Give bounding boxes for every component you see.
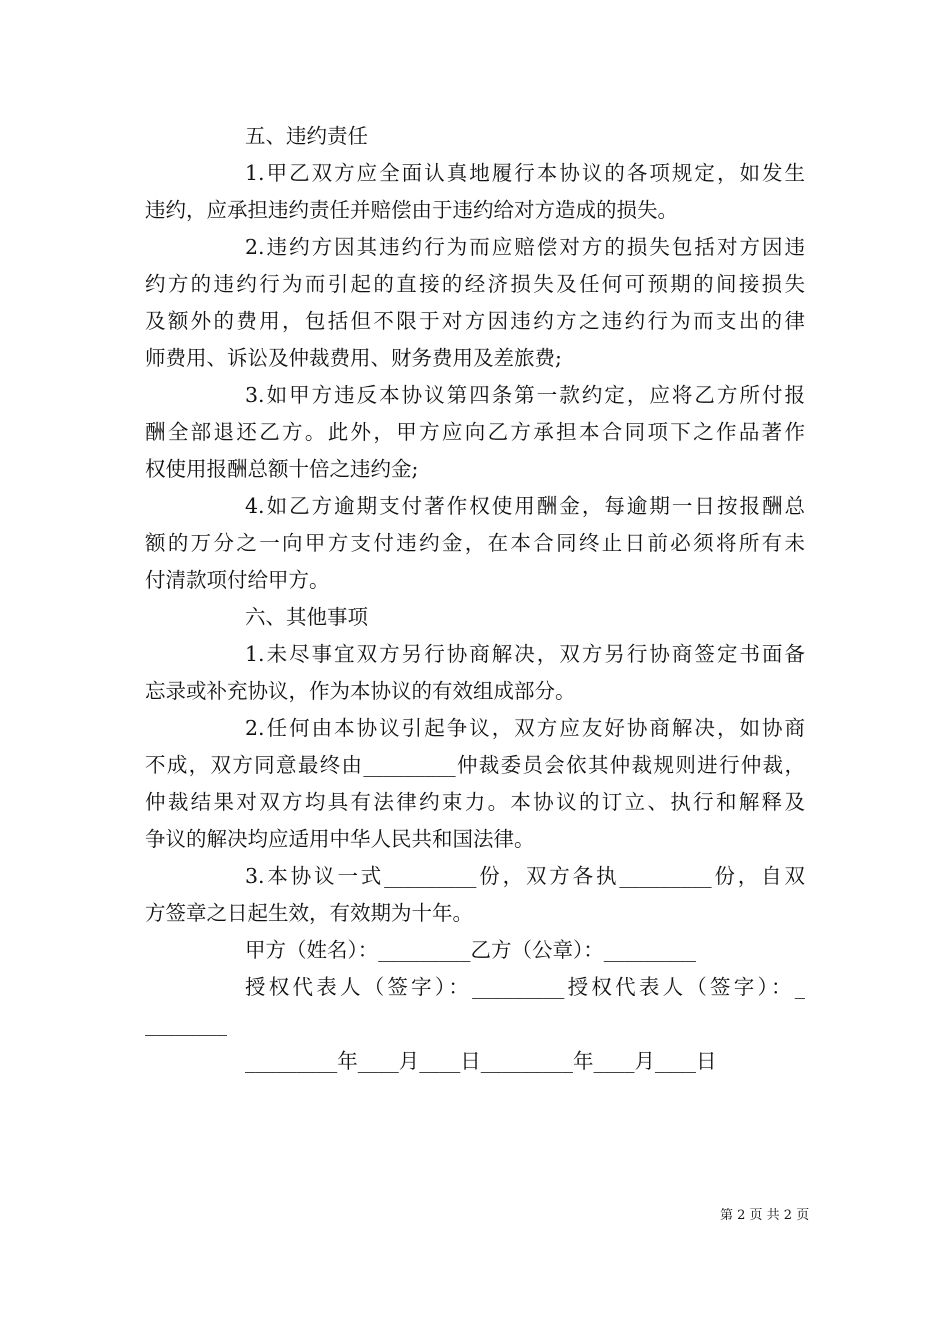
text-line: 1.未尽事宜双方另行协商解决，双方另行协商签定书面备 — [245, 642, 805, 666]
text-line: 3.如甲方违反本协议第四条第一款约定，应将乙方所付报 — [245, 383, 805, 407]
text-line: 仲裁结果对双方均具有法律约束力。本协议的订立、执行和解释及 — [145, 790, 805, 814]
text-line: 争议的解决均应适用中华人民共和国法律。 — [145, 827, 535, 851]
text-line: 3.本协议一式_________份，双方各执_________份，自双 — [245, 864, 805, 888]
text-line: 1.甲乙双方应全面认真地履行本协议的各项规定，如发生 — [245, 161, 805, 185]
text-line: 酬全部退还乙方。此外，甲方应向乙方承担本合同项下之作品著作 — [145, 420, 805, 444]
text-line: 4.如乙方逾期支付著作权使用酬金，每逾期一日按报酬总 — [245, 494, 805, 518]
text-line: 付清款项付给甲方。 — [145, 568, 330, 592]
signature-blank-line: ________ — [145, 1012, 227, 1036]
signature-date-line: _________年____月____日_________年____月____日 — [245, 1049, 717, 1073]
text-line: 及额外的费用，包括但不限于对方因违约方之违约行为而支出的律 — [145, 309, 805, 333]
text-line: 约方的违约行为而引起的直接的经济损失及任何可预期的间接损失 — [145, 272, 805, 296]
text-line: 方签章之日起生效，有效期为十年。 — [145, 901, 473, 925]
text-line: 师费用、诉讼及仲裁费用、财务费用及差旅费; — [145, 346, 562, 370]
text-line: 违约，应承担违约责任并赔偿由于违约给对方造成的损失。 — [145, 198, 678, 222]
section-heading-breach: 五、违约责任 — [245, 124, 368, 148]
text-line: 不成，双方同意最终由_________仲裁委员会依其仲裁规则进行仲裁， — [145, 753, 805, 777]
text-line: 忘录或补充协议，作为本协议的有效组成部分。 — [145, 679, 576, 703]
text-line: 2.违约方因其违约行为而应赔偿对方的损失包括对方因违 — [245, 235, 805, 259]
section-heading-other: 六、其他事项 — [245, 605, 368, 629]
signature-party-line: 甲方（姓名）：_________乙方（公章）：_________ — [245, 938, 696, 962]
text-line: 额的万分之一向甲方支付违约金，在本合同终止日前必须将所有未 — [145, 531, 805, 555]
signature-representative-line: 授权代表人（签字）：_________授权代表人（签字）：_ — [245, 975, 805, 999]
text-line: 2.任何由本协议引起争议，双方应友好协商解决，如协商 — [245, 716, 805, 740]
text-line: 权使用报酬总额十倍之违约金; — [145, 457, 419, 481]
page-number: 第 2 页 共 2 页 — [720, 1208, 810, 1223]
